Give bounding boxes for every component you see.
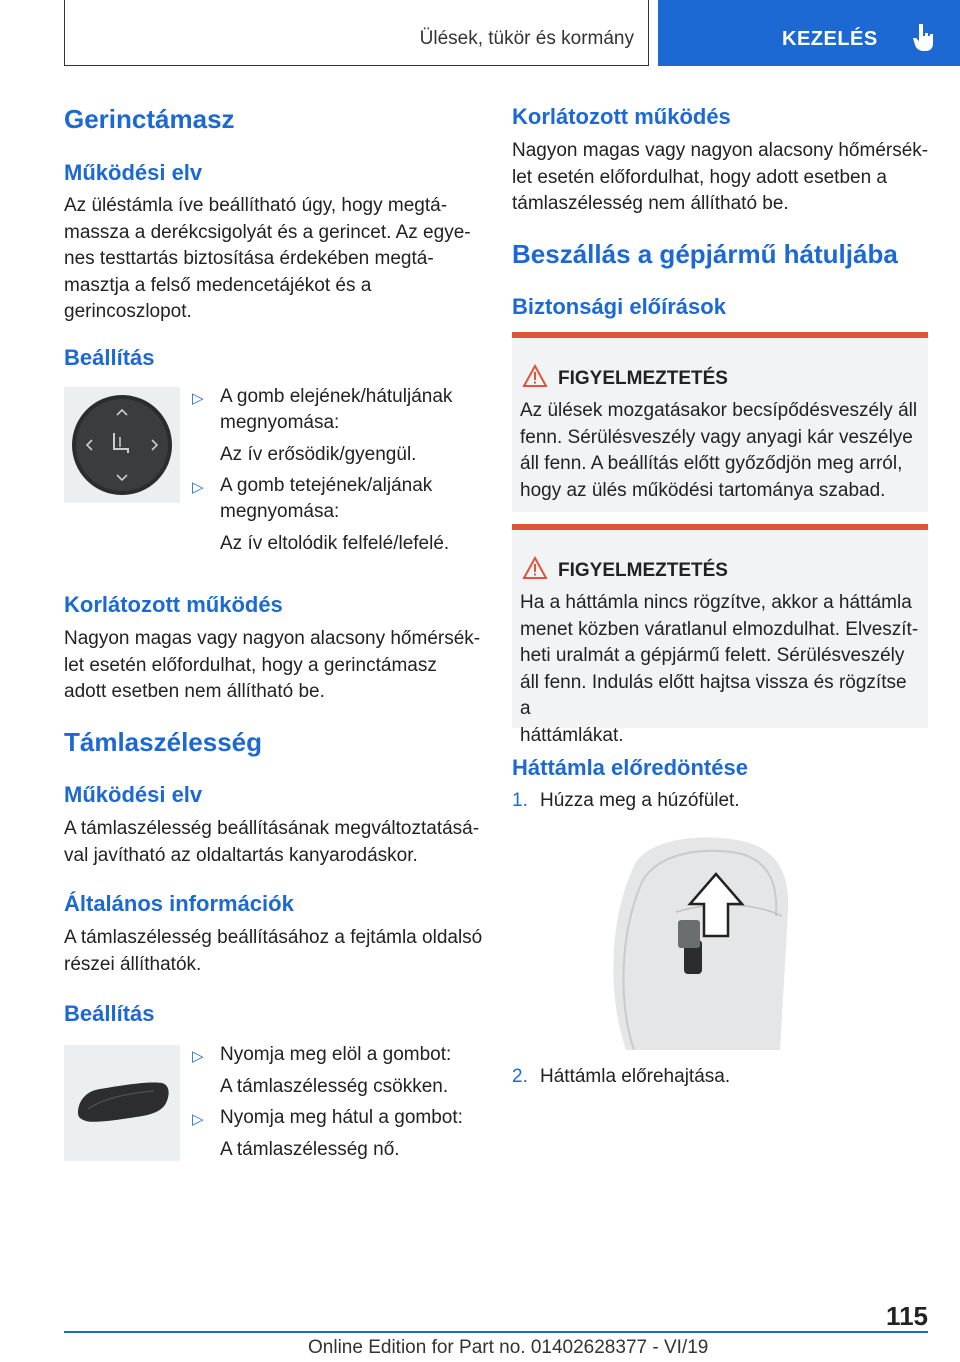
lumbar-control-knob-icon <box>64 387 180 503</box>
warning-title: FIGYELMEZTETÉS <box>558 560 728 581</box>
warning-title: FIGYELMEZTETÉS <box>558 368 728 389</box>
bullet-text: Az ív erősödik/gyengül. <box>220 444 417 465</box>
text-line: fenn. Sérülésveszély vagy anyagi kár veszélye <box>520 426 913 448</box>
bullet-text: A gomb tetejének/aljának <box>220 475 433 496</box>
text-line: masztja a felső medencetájékot és a <box>64 274 372 296</box>
text-line: hogy az ülés működési tartománya szabad. <box>520 479 886 501</box>
section-title-box <box>64 0 649 66</box>
footer-edition: Online Edition for Part no. 01402628377 - VI/19 <box>308 1337 709 1358</box>
seat-release-image <box>566 832 806 1050</box>
text-line: let esetén előfordulhat, hogy a gerinctámasz <box>64 654 437 676</box>
heading-beallitas-1: Beállítás <box>64 345 155 370</box>
heading-korlatozott-2: Korlátozott működés <box>512 104 731 129</box>
warning-body <box>520 398 920 504</box>
bullet-triangle: ▷ <box>192 1111 204 1128</box>
text-line: val javítható az oldaltartás kanyarodáskor. <box>64 844 418 866</box>
step-number: 2. <box>512 1066 528 1087</box>
heading-altalanos: Általános információk <box>64 891 294 916</box>
bullet-text: megnyomása: <box>220 501 340 522</box>
bullet-text: megnyomása: <box>220 412 340 433</box>
text-line: Ha a háttámla nincs rögzítve, akkor a háttámla <box>520 592 912 613</box>
text-line: let esetén előfordulhat, hogy adott esetben a <box>512 166 887 188</box>
warning-triangle-icon <box>522 364 548 388</box>
heading-biztonsagi: Biztonsági előírások <box>512 294 726 319</box>
section-title: Ülések, tükör és kormány <box>419 28 634 49</box>
text-line: áll fenn. Indulás előtt hajtsa vissza és rögzítse a <box>520 671 907 719</box>
step-text: Háttámla előrehajtása. <box>540 1066 731 1087</box>
step-number: 1. <box>512 790 528 811</box>
paragraph-mukodesi-elv-2 <box>64 816 484 869</box>
warning-box-2 <box>512 524 928 746</box>
text-line: heti uralmát a gépjármű felett. Sérülésveszély <box>520 645 905 666</box>
text-line: menet közben váratlanul elmozdulhat. Elveszít- <box>520 618 919 640</box>
text-line: áll fenn. A beállítás előtt győződjön meg arról, <box>520 453 903 474</box>
bullet-triangle: ▷ <box>192 390 204 407</box>
bullet-triangle: ▷ <box>192 1048 204 1065</box>
text-line: adott esetben nem állítható be. <box>64 681 325 702</box>
chapter-tab[interactable] <box>658 0 960 66</box>
bullet-text: A gomb elejének/hátuljának <box>220 386 453 407</box>
paragraph-mukodesi-elv-1 <box>64 193 484 326</box>
seat-backrest-pull-tab-icon <box>566 832 806 1050</box>
heading-hattamla: Háttámla előredöntése <box>512 755 748 780</box>
pointing-hand-icon <box>912 22 936 52</box>
bullet-text: Nyomja meg elöl a gombot: <box>220 1044 452 1065</box>
text-line: A támlaszélesség beállításához a fejtámla oldalsó <box>64 927 483 948</box>
warning-triangle-icon <box>522 556 548 580</box>
heading-mukodesi-elv-1: Működési elv <box>64 160 203 185</box>
text-line: massza a derékcsigolyát és a gerincet. Az egye- <box>64 221 471 243</box>
bullet-text: Az ív eltolódik felfelé/lefelé. <box>220 533 450 554</box>
heading-beallitas-2: Beállítás <box>64 1001 155 1026</box>
paragraph-korlatozott-1 <box>64 626 484 706</box>
chapter-label: KEZELÉS <box>782 28 878 50</box>
bullet-text: A támlaszélesség nő. <box>220 1139 400 1160</box>
bullet-triangle: ▷ <box>192 479 204 496</box>
warning-body <box>520 590 920 749</box>
paragraph-korlatozott-2 <box>512 138 932 218</box>
text-line: részei állíthatók. <box>64 953 202 975</box>
text-line: támlaszélesség nem állítható be. <box>512 193 789 214</box>
heading-mukodesi-elv-2: Működési elv <box>64 782 203 807</box>
page-number: 115 <box>886 1301 928 1331</box>
text-line: Az üléstámla íve beállítható úgy, hogy megtá- <box>64 195 448 216</box>
paragraph-altalanos <box>64 925 484 978</box>
page-header <box>0 0 960 66</box>
warning-box-1 <box>512 332 928 512</box>
width-button-image <box>64 1045 180 1161</box>
text-line: háttámlákat. <box>520 724 624 746</box>
lumbar-button-image <box>64 387 180 503</box>
text-line: gerincoszlopot. <box>64 301 192 322</box>
text-line: nes testtartás biztosítása érdekében megtá- <box>64 248 434 269</box>
bullet-text: Nyomja meg hátul a gombot: <box>220 1107 463 1128</box>
text-line: A támlaszélesség beállításának megváltoztatásá- <box>64 818 480 839</box>
heading-tamlaszelesseg: Támlaszélesség <box>64 727 263 757</box>
text-line: Nagyon magas vagy nagyon alacsony hőmérsék- <box>64 628 481 649</box>
footer-divider <box>64 1331 928 1333</box>
heading-beszallas: Beszállás a gépjármű hátuljába <box>512 239 898 269</box>
heading-korlatozott-1: Korlátozott működés <box>64 592 283 617</box>
step-text: Húzza meg a húzófület. <box>540 790 740 811</box>
backrest-width-button-icon <box>64 1045 180 1161</box>
bullet-text: A támlaszélesség csökken. <box>220 1076 449 1097</box>
text-line: Az ülések mozgatásakor becsípődésveszély áll <box>520 400 918 421</box>
heading-gerinctamasz: Gerinctámasz <box>64 104 235 134</box>
text-line: Nagyon magas vagy nagyon alacsony hőmérsék- <box>512 140 929 161</box>
